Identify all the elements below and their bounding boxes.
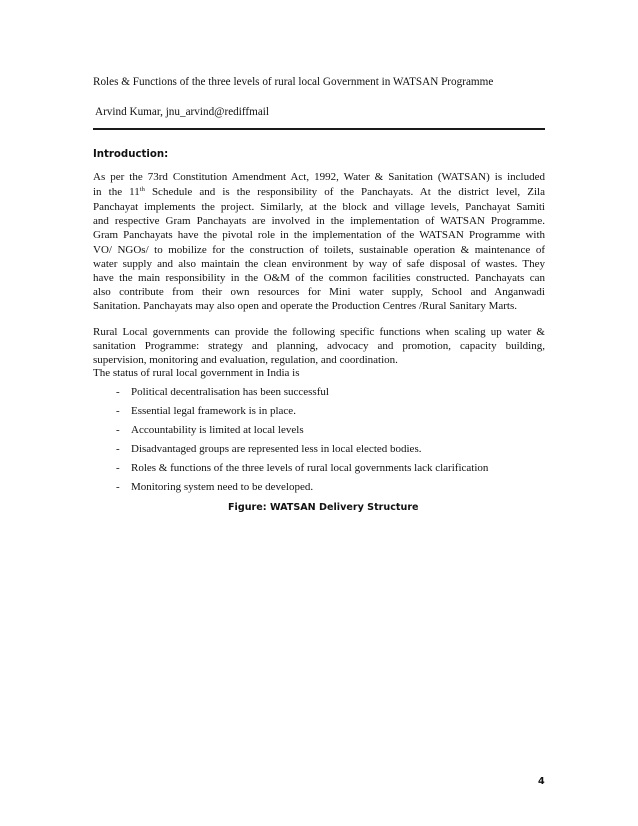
list-item-text: Political decentralisation has been successful bbox=[131, 386, 329, 398]
bullet-marker: - bbox=[116, 386, 120, 398]
list-item-text: Essential legal framework is in place. bbox=[131, 405, 296, 417]
bullet-marker: - bbox=[116, 462, 120, 474]
bullet-marker: - bbox=[116, 424, 120, 436]
paragraph-line: supervision, monitoring and evaluation, regulation, and coordination. bbox=[93, 354, 398, 366]
header-divider bbox=[93, 128, 545, 130]
figure-caption: Figure: WATSAN Delivery Structure bbox=[228, 502, 419, 513]
list-item-text: Roles & functions of the three levels of rural local governments lack clarification bbox=[131, 462, 489, 474]
document-title: Roles & Functions of the three levels of rural local Government in WATSAN Programme bbox=[93, 76, 494, 88]
paragraph-text: in the 11 bbox=[93, 186, 140, 198]
list-item-text: Disadvantaged groups are represented less in local elected bodies. bbox=[131, 443, 422, 455]
author-line: Arvind Kumar, jnu_arvind@rediffmail bbox=[95, 106, 270, 118]
bullet-marker: - bbox=[116, 405, 120, 417]
paragraph-line: have the main responsibility in the O&M of the common facilities constructed. Panchayats can bbox=[93, 272, 545, 284]
paragraph-line: Gram Panchayats have the pivotal role in the implementation of the WATSAN Programme with bbox=[93, 229, 545, 241]
list-item-text: Monitoring system need to be developed. bbox=[131, 481, 314, 493]
paragraph-text: Schedule and is the responsibility of the Panchayats. At the district level, Zila bbox=[151, 186, 545, 198]
paragraph-line: As per the 73rd Constitution Amendment Act, 1992, Water & Sanitation (WATSAN) is included bbox=[93, 171, 545, 183]
section-heading-introduction: Introduction: bbox=[93, 149, 169, 160]
status-intro: The status of rural local government in India is bbox=[93, 367, 300, 379]
paragraph-line: VO/ NGOs/ to mobilize for the construction of toilets, sustainable operation & maintenance of bbox=[93, 244, 545, 256]
paragraph-line: and respective Gram Panchayats are involved in the implementation of WATSAN Programme. bbox=[93, 215, 545, 227]
paragraph-line: Rural Local governments can provide the following specific functions when scaling up water & bbox=[93, 326, 545, 338]
paragraph-line: Sanitation. Panchayats may also open and operate the Production Centres /Rural Sanitary Marts. bbox=[93, 300, 518, 312]
bullet-marker: - bbox=[116, 443, 120, 455]
bullet-marker: - bbox=[116, 481, 120, 493]
paragraph-line bbox=[93, 186, 545, 198]
list-item-text: Accountability is limited at local levels bbox=[131, 424, 304, 436]
paragraph-line: Panchayat implements the project. Similarly, at the block and village levels, Panchayat Samiti bbox=[93, 201, 545, 213]
paragraph-line: sanitation Programme: strategy and planning, advocacy and promotion, capacity building, bbox=[93, 340, 545, 352]
paragraph-line: also contribute from their own resources for Mini water supply, School and Anganwadi bbox=[93, 286, 545, 298]
paragraph-line: water supply and also maintain the clean environment by way of safe disposal of wastes. They bbox=[93, 258, 545, 270]
superscript: th bbox=[139, 186, 145, 193]
page-number: 4 bbox=[538, 776, 545, 787]
